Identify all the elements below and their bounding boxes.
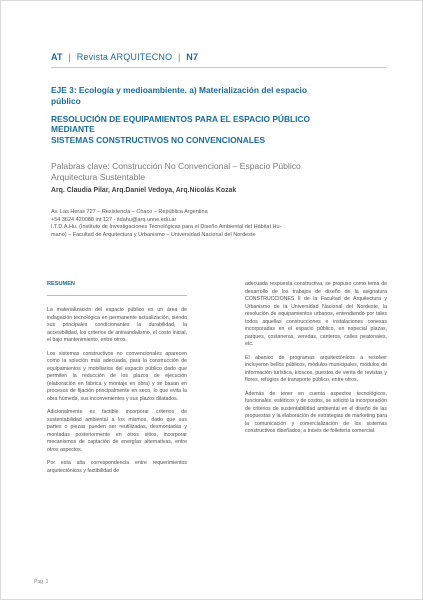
journal-name: Revista ARQUITECNO: [76, 52, 173, 62]
article-title: [51, 114, 351, 145]
affiliation: [51, 209, 371, 239]
keywords-line: Arquitectura Sustentable: [51, 171, 146, 182]
authors: Arq. Claudia Pilar, Arq.Daniel Vedoya, Arq.Nicolás Kozak: [51, 187, 237, 194]
article-axis: EJE 3: Ecología y medioambiente. a) Materialización del espacio público: [51, 85, 307, 106]
journal-header: [51, 52, 198, 62]
abstract-paragraph: Además de tener en cuenta aspectos tecnológicos, funcionales, estéticos y de costos, se solicitó la incorporación de criterios de sustentabilidad ambiental en el diseño de las propuestas y la elaboración de estrategias de marketing para la comunicación y comercialización de los sistemas constructivos diseñados, a través de folletería comercial.: [245, 390, 387, 434]
title-line: RESOLUCIÓN DE EQUIPAMIENTOS PARA EL ESPACIO PÚBLICO: [51, 114, 311, 124]
abstract-paragraph: La materialización del espacio público es un área de indagación tecnológica en permanente actualización, siendo sus principales condicionantes la durabilidad, la accesibilidad, los criterios de antivandalismo, el costo inicial, el bajo mantenimiento, entre otros.: [47, 307, 187, 343]
abstract-paragraph: Adicionalmente es factible incorporar criterios de sustentabilidad ambiental a los mismos, dado que sus partes o piezas pueden ser reutilizadas, desmontadas y montadas posteriormente en otros sitios, incorporar mecanismos de captación de energías alternativas, entre otros aspectos.: [47, 409, 187, 453]
affiliation-line: mano) – Facultad de Arquitectura y Urbanismo – Universidad Nacional del Nordeste: [51, 231, 256, 238]
affiliation-line: Av. Las Heras 727 – Resistencia – Chaco – República Argentina: [51, 209, 208, 215]
affiliation-line: I.T.D.A.Hu. (Instituto de Investigaciones Tecnológicas para el Diseño Ambiental del Hábitat Hu-: [51, 224, 282, 231]
abstract-left-column: [47, 307, 187, 481]
abstract-paragraph: Los sistemas constructivos no convencionales aparecen como la solución más adecuada, para la construcción de equipamientos y mobiliarios del espacio público dado que permiten la reducción de los plazos de ejecución (elaboración en fábrica y montaje en obra) y se basan en procesos de fijación principalmente en seco, lo que evita la obra húmeda, sus inconvenientes y sus plazos dilatados.: [47, 350, 187, 402]
keywords: [51, 161, 351, 182]
header-separator: |: [178, 52, 181, 62]
journal-acronym: AT: [51, 52, 63, 62]
header-separator: |: [68, 52, 71, 62]
keywords-line: Palabras clave: Construcción No Convencional – Espacio Público: [51, 161, 301, 171]
journal-issue: N7: [186, 52, 199, 62]
title-line: SISTEMAS CONSTRUCTIVOS NO CONVENCIONALES: [51, 134, 266, 145]
abstract-heading: RESUMEN: [47, 281, 75, 287]
abstract-paragraph: adecuada respuesta constructiva, se propuso como tema de desarrollo de los trabajos de diseño de la asignatura CONSTRUCCIONES II de la Facultad de Arquitectura y Urbanismo de la Universidad Nacional del Nordeste, la resolución de equipamientos urbanos, entendiendo por tales todos aquellas construcciones e instalaciones conexas incorporadas en el espacio público, en especial plazas, parques, costaneras, veredas, canteros, calles peatonales, etc.: [245, 281, 387, 347]
affiliation-line: +54 3624 420088 int 127 - itdahu@arq.unne.edu.ar: [51, 216, 177, 223]
abstract-divider: [47, 295, 187, 296]
abstract-paragraph: El abanico de programas arquitectónicos a resolver incluyeron bellos públicos, módulos municipales, módulos de información turística, kioscos, puestos de venta de revistas y flores, refugios de transporte público, entre otros.: [245, 354, 387, 383]
header-divider: [51, 67, 387, 68]
page-number: Pag. 1: [34, 579, 49, 585]
title-line: MEDIANTE: [51, 124, 95, 135]
abstract-paragraph: Por esta alta correspondencia entre requerimientos arquitectónicos y factibilidad de: [47, 460, 187, 474]
abstract-right-column: [245, 281, 387, 442]
